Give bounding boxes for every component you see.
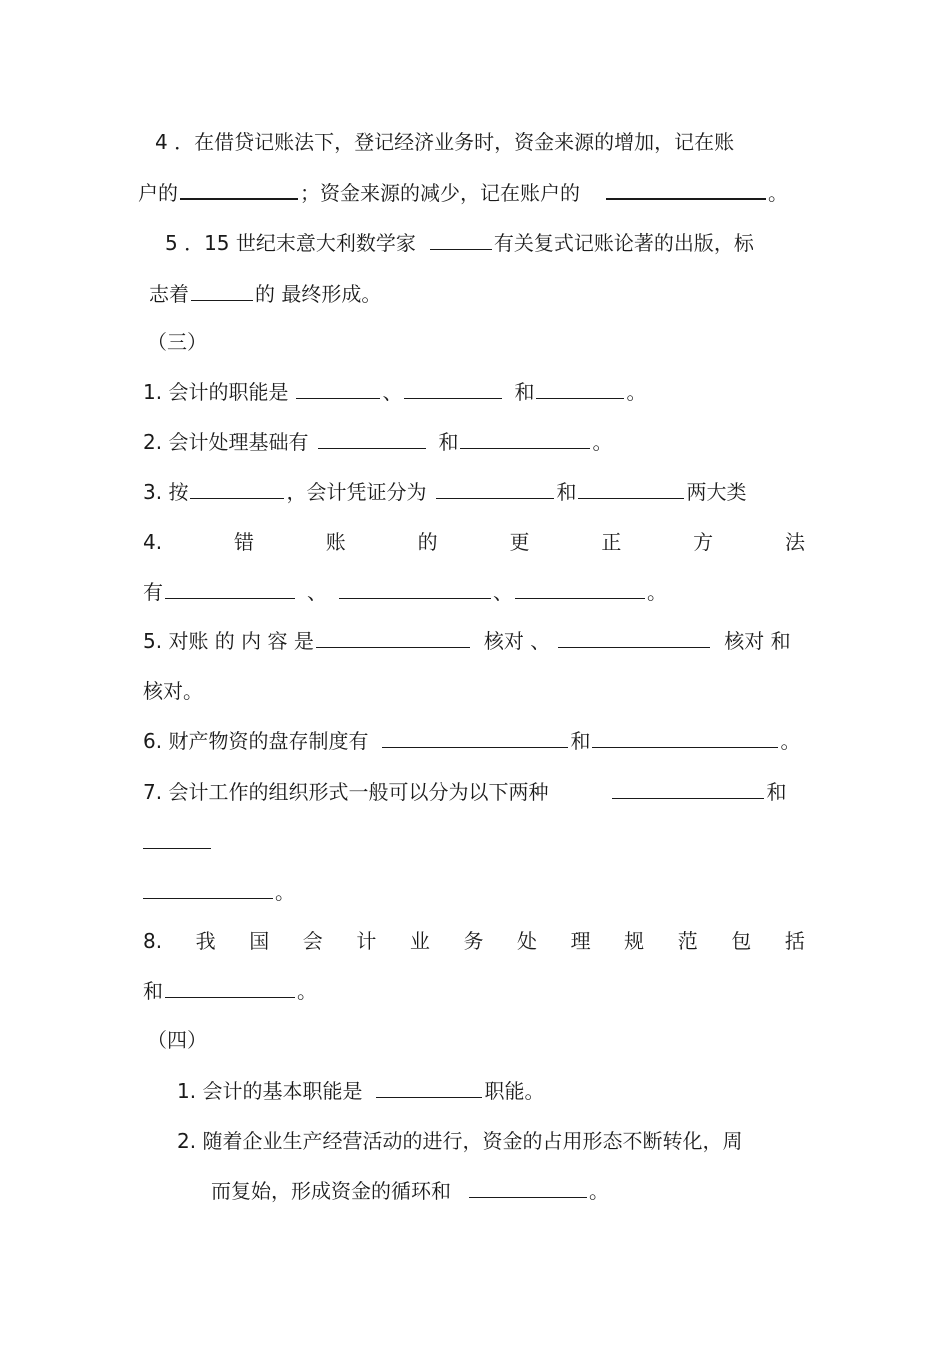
- answer-blank[interactable]: [190, 478, 284, 499]
- q4-item4-line2: 户的 ；资金来源的减少，记在账户的 。: [138, 178, 788, 206]
- q4-item5-line2: 志着 的 最终形成。: [149, 282, 382, 306]
- q4-item5-line1: 5 ．15 世纪末意大利数学家 有关复式记账论著的出版，标: [165, 231, 754, 255]
- s3-item4-line1: 4. 错 账 的 更 正 方 法: [143, 530, 805, 554]
- answer-blank[interactable]: [165, 578, 295, 599]
- answer-blank[interactable]: [143, 878, 273, 899]
- section-4-heading: （四）: [147, 1028, 207, 1052]
- answer-blank[interactable]: [382, 727, 568, 748]
- answer-blank[interactable]: [612, 778, 764, 799]
- s3-item2: 2. 会计处理基础有 和 。: [143, 430, 613, 454]
- s3-item3: 3. 按 ，会计凭证分为 和 两大类: [143, 480, 747, 504]
- answer-blank[interactable]: [606, 178, 766, 200]
- s3-item7-line2: [143, 828, 213, 856]
- s3-item8-line1: 8. 我 国 会 计 业 务 处 理 规 范 包 括: [143, 929, 805, 953]
- s3-item1: 1. 会计的职能是 、 和 。: [143, 380, 647, 404]
- answer-blank[interactable]: [318, 428, 426, 449]
- answer-blank[interactable]: [165, 977, 295, 998]
- answer-blank[interactable]: [430, 229, 492, 250]
- s4-item2-line2: 而复始，形成资金的循环和 。: [211, 1179, 609, 1203]
- s3-item7-line1: 7. 会计工作的组织形式一般可以分为以下两种 和: [143, 780, 787, 804]
- answer-blank[interactable]: [143, 828, 211, 849]
- answer-blank[interactable]: [404, 378, 502, 399]
- s4-item2-line1: 2. 随着企业生产经营活动的进行，资金的占用形态不断转化，周: [177, 1129, 743, 1153]
- s3-item7-line3: 。: [143, 878, 295, 906]
- s3-item5-line1: 5. 对账 的 内 容 是 核对 、 核对 和: [143, 629, 791, 653]
- s4-item1: 1. 会计的基本职能是 职能。: [177, 1079, 545, 1103]
- answer-blank[interactable]: [316, 627, 470, 648]
- answer-blank[interactable]: [536, 378, 624, 399]
- s3-item4-line2: 有 、 、 。: [143, 580, 667, 604]
- answer-blank[interactable]: [592, 727, 778, 748]
- answer-blank[interactable]: [558, 627, 710, 648]
- answer-blank[interactable]: [578, 478, 684, 499]
- answer-blank[interactable]: [515, 578, 645, 599]
- answer-blank[interactable]: [460, 428, 590, 449]
- answer-blank[interactable]: [376, 1077, 482, 1098]
- answer-blank[interactable]: [339, 578, 491, 599]
- answer-blank[interactable]: [436, 478, 554, 499]
- answer-blank[interactable]: [296, 378, 380, 399]
- answer-blank[interactable]: [191, 280, 253, 301]
- s3-item8-line2: 和 。: [143, 979, 317, 1003]
- section-3-heading: （三）: [147, 330, 207, 354]
- q4-item4-line1: 4 ．在借贷记账法下，登记经济业务时，资金来源的增加，记在账: [155, 130, 735, 154]
- answer-blank[interactable]: [469, 1177, 587, 1198]
- answer-blank[interactable]: [180, 178, 298, 200]
- s3-item5-line2: 核对。: [143, 679, 203, 703]
- s3-item6: 6. 财产物资的盘存制度有 和 。: [143, 729, 801, 753]
